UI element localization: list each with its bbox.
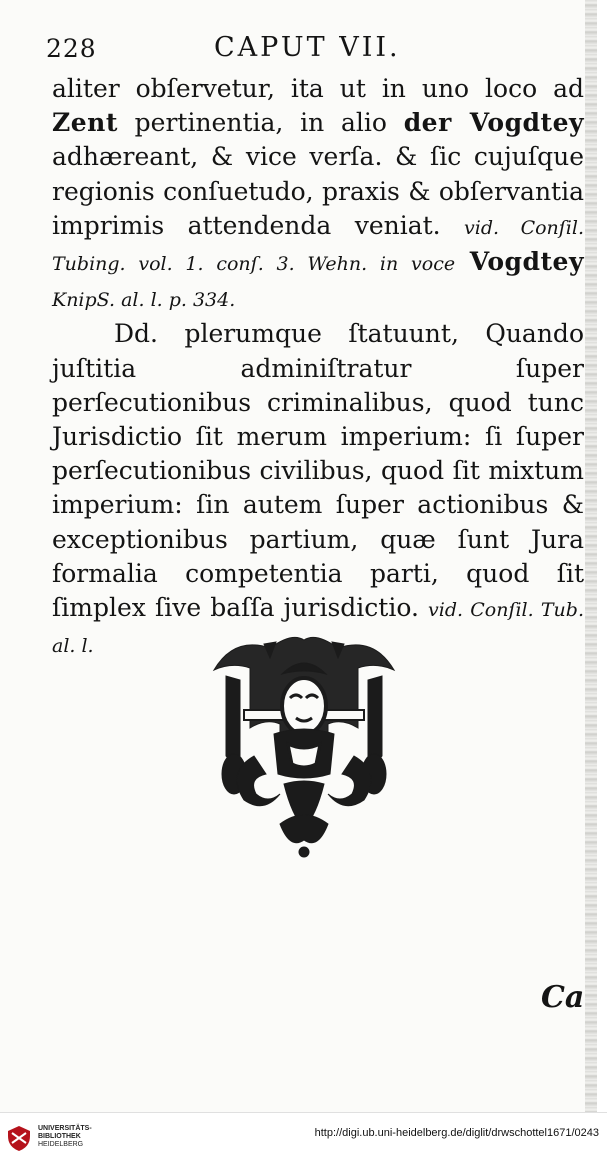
running-title: CAPUT VII. [214, 32, 401, 63]
page-number: 228 [46, 34, 97, 63]
paragraph-2: Dd. plerumque ſtatuunt, Quando juſtitia adminiſtratur ſuper perſecutionibus criminalibus, quod tunc Jurisdictio ſit merum imperium: ſi ſuper perſecutionibus civilibus, quod ſit mixtum imperium: ſin autem ſuper actionibus & exceptionibus partium, quæ ſunt Jura formalia competentia parti, quod ſit ſimplex ſive baſſa jurisdictio. vid. Conſil. Tub. al. l. [52, 319, 584, 658]
decorative-tailpiece-ornament [204, 628, 404, 858]
catchword: Ca [541, 980, 585, 1015]
blackletter-word: Vogdtey [469, 247, 584, 277]
page-header [46, 34, 586, 70]
library-name: UNIVERSITÄTS- BIBLIOTHEK HEIDELBERG [38, 1125, 92, 1148]
citation: vid. Conſil. Tubing. vol. 1. conſ. 3. Wehn. in voce [52, 216, 585, 276]
footer-bar [0, 1112, 607, 1160]
source-url-link[interactable]: http://digi.ub.uni-heidelberg.de/diglit/drwschottel1671/0243 [314, 1127, 599, 1139]
paragraph-1: aliter obſervetur, ita ut in uno loco ad Zent pertinentia, in alio der Vogdtey adhæreant, & vice verſa. & ſic cujuſque regionis conſuetudo, praxis & obſervantia imprimis attendenda veniat. vid. Conſil. Tubing. vol. 1. conſ. 3. Wehn. in voce Vogdtey KnipS. al. l. p. 334. [52, 74, 585, 312]
body-text [52, 72, 584, 663]
citation: vid. Conſil. Tub. al. l. [52, 599, 584, 658]
citation: KnipS. al. l. p. 334. [52, 289, 236, 312]
blackletter-word: Zent [52, 108, 118, 138]
blackletter-word: der Vogdtey [403, 108, 585, 138]
page-edge-shadow [585, 0, 597, 1112]
university-library-logo-icon [4, 1123, 34, 1153]
